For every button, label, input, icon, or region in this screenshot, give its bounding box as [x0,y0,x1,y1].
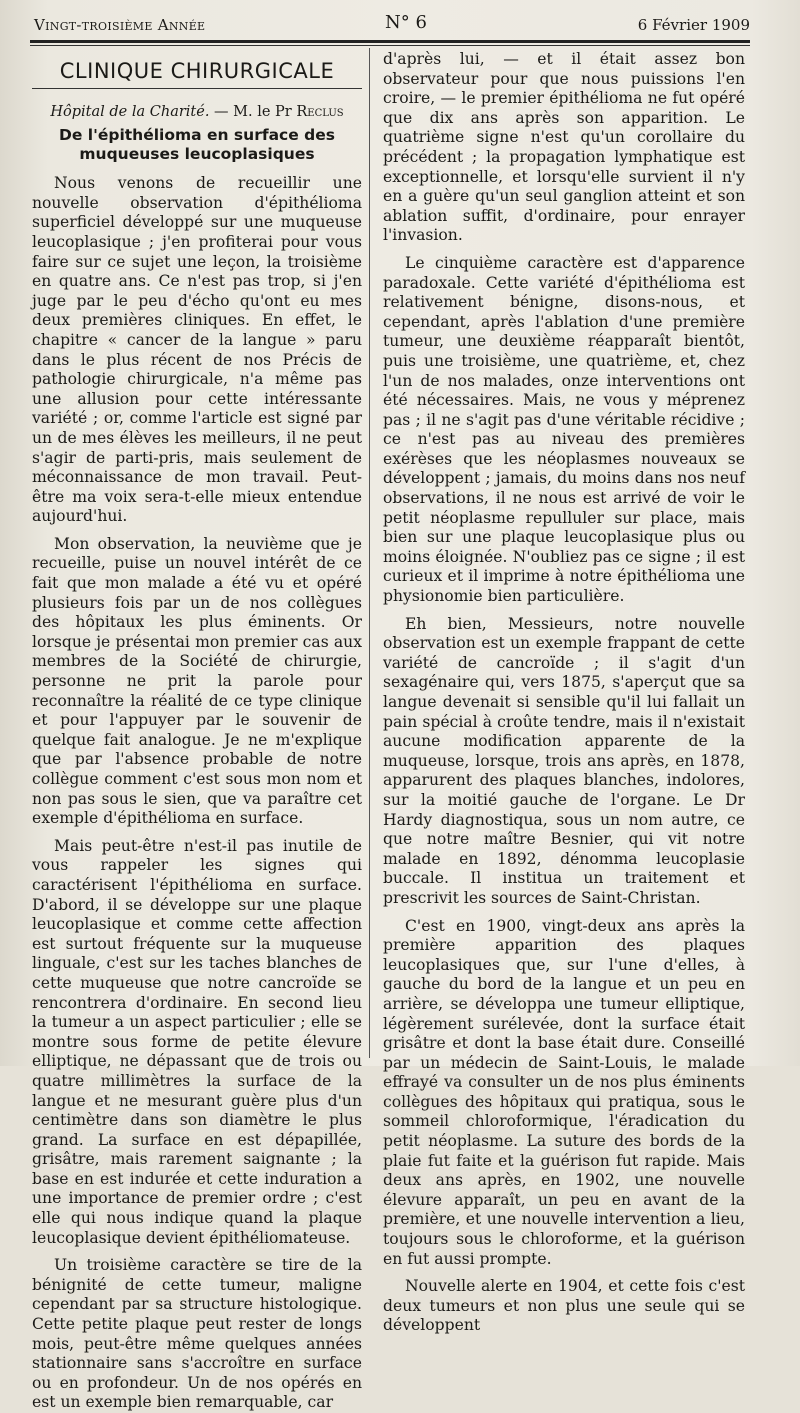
hospital-name: Hôpital de la Charité. [50,103,210,120]
left-column [32,50,362,1413]
right-paragraph-5: Nouvelle alerte en 1904, et cette fois c'est deux tumeurs et non plus une seule qui se développent [383,1277,745,1335]
section-title: CLINIQUE CHIRURGICALE [32,62,362,89]
right-paragraph-3: Eh bien, Messieurs, notre nouvelle observation est un exemple frappant de cette variété de cancroïde ; il s'agit d'un sexagénaire qui, vers 1875, s'aperçut que sa langue devenait si sensible qu'il lui fallait un pain spécial à croûte tendre, mais il n'existait aucune modification apparente de la muqueuse, lorsque, trois ans après, en 1878, apparurent des plaques blanches, indolores, sur la moitié gauche de l'organe. Le Dr Hardy diagnostiqua, sous un nom autre, ce que notre maître Besnier, qui vit notre malade en 1892, dénomma leucoplasie buccale. Il institua un traitement et prescrivit les sources de Saint-Christan. [383,614,745,907]
article-title: De l'épithélioma en surface des muqueuses leucoplasiques [59,126,335,164]
left-paragraph-3: Mais peut-être n'est-il pas inutile de vous rappeler les signes qui caractérisent l'épithélioma en surface. D'abord, il se développe sur une plaque leucoplasique et comme cette affection est surtout fréquente sur la muqueuse linguale, c'est sur les taches blanches de cette muqueuse que notre cancroïde se rencontrera d'ordinaire. En second lieu la tumeur a un aspect particulier ; elle se montre sous forme de petite élevure elliptique, ne dépassant que de trois ou quatre millimètres la surface de la langue et ne mesurant guère plus d'un centimètre dans son diamètre le plus grand. La surface en est dépapillée, grisâtre, mais rarement saignante ; la base en est indurée et cette induration a une importance de premier ordre ; c'est elle qui nous indique quand la plaque leucoplasique devient épithéliomateuse. [32,836,362,1247]
left-paragraph-4: Un troisième caractère se tire de la bénignité de cette tumeur, maligne cependant par sa structure histologique. Cette petite plaque peut rester de longs mois, peut-être même quelques années stationnaire sans s'accroître en surface ou en profondeur. Un de nos opérés en est un exemple bien remarquable, car [32,1256,362,1412]
right-paragraph-4: C'est en 1900, vingt-deux ans après la première apparition des plaques leucoplasiques que, sur l'une d'elles, à gauche du bord de la langue et un peu en arrière, se développa une tumeur elliptique, légèrement surélevée, dont la surface était grisâtre et dont la base était dure. Conseillé par un médecin de Saint-Louis, le malade effrayé va consulter un de nos plus éminents collègues des hôpitaux qui pratiqua, sous le sommeil chloroformique, l'éradication du petit néoplasme. La suture des bords de la plaie fut faite et la guérison fut rapide. Mais deux ans après, en 1902, une nouvelle élevure apparaît, un peu en avant de la première, et une nouvelle intervention a lieu, toujours sous le chloroforme, et la guérison en fut aussi prompte. [383,916,745,1268]
issue-date: 6 Février 1909 [637,16,750,34]
right-paragraph-1: d'après lui, — et il était assez bon observateur pour que nous puissions l'en croire, — le premier épithélioma ne fut opéré que dix ans après son apparition. Le quatrième signe n'est qu'un corollaire du précédent ; la propagation lymphatique est exceptionnelle, et lorsqu'elle survient il n'y en a guère qu'un seul ganglion atteint et son ablation suffit, d'ordinaire, pour enrayer l'invasion. [383,50,745,245]
issue-number: N° 6 [385,12,427,33]
hospital-line [32,103,362,123]
right-paragraph-2: Le cinquième caractère est d'apparence paradoxale. Cette variété d'épithélioma est relativement bénigne, disons-nous, et cependant, après l'ablation d'une première tumeur, une deuxième réapparaît bientôt, puis une troisième, une quatrième, et, chez l'un de nos malades, onze interventions ont été nécessaires. Mais, ne vous y méprenez pas ; il ne s'agit pas d'une véritable récidive ; ce n'est pas au niveau des premières exérèses que les néoplasmes nouveaux se développent ; jamais, du moins dans nos neuf observations, il ne nous est arrivé de voir le petit néoplasme repulluler sur place, mais bien sur une plaque leucoplasique plus ou moins éloignée. N'oubliez pas ce signe ; il est curieux et il imprime à notre épithélioma une physionomie bien particulière. [383,253,745,606]
header-rule-thin [30,45,750,46]
right-column [383,50,745,1336]
running-head [30,14,750,36]
column-divider [369,48,370,1058]
left-paragraph-1: Nous venons de recueillir une nouvelle observation d'épithélioma superficiel développé sur une muqueuse leucoplasique ; j'en profiterai pour vous faire sur ce sujet une leçon, la troisième en quatre ans. Ce n'est pas trop, si j'en juge par le peu d'écho qu'ont eu mes deux premières cliniques. En effet, le chapitre « cancer de la langue » paru dans le plus récent de nos Précis de pathologie chirurgicale, n'a même pas une allusion pour cette intéressante variété ; or, comme l'article est signé par un de mes élèves les meilleurs, il ne peut s'agir de parti-pris, mais seulement de méconnaissance de mon travail. Peut-être ma voix sera-t-elle mieux entendue aujourd'hui. [32,174,362,526]
header-rule [30,40,750,43]
hospital-dash: — M. le Pr [209,103,297,120]
volume-label: Vingt-troisième Année [34,16,206,34]
professor-name: Reclus [296,103,344,120]
left-paragraph-2: Mon observation, la neuvième que je recueille, puise un nouvel intérêt de ce fait que mon malade a été vu et opéré plusieurs fois par un de nos collègues des hôpitaux les plus éminents. Or lorsque je présentai mon premier cas aux membres de la Société de chirurgie, personne ne prit la parole pour reconnaître la réalité de ce type clinique et pour l'appuyer par le souvenir de quelque fait analogue. Je ne m'explique que par l'absence probable de notre collègue comment c'est sous mon nom et non pas sous le sien, que va paraître cet exemple d'épithélioma en surface. [32,534,362,828]
